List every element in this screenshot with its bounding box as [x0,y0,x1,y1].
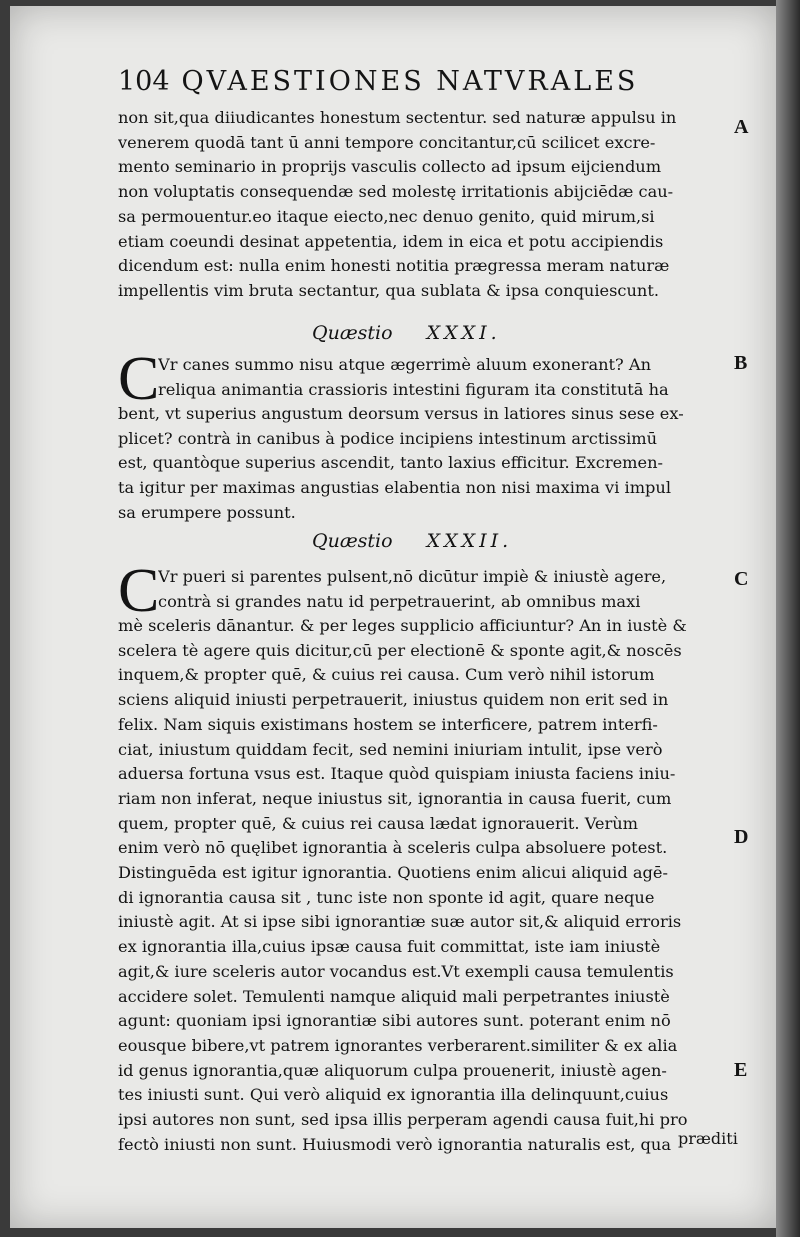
text-line: id genus ignorantia,quæ aliquorum culpa prouenerit, iniustè agen- [118,1060,667,1080]
text-line: agunt: quoniam ipsi ignorantiæ sibi autores sunt. poterant enim nō [118,1011,671,1031]
text-line: dicendum est: nulla enim honesti notitia prægressa meram naturæ [118,256,670,276]
text-line: enim verò nō quęlibet ignorantia à sceleris culpa absoluere potest. [118,838,668,858]
running-title: QVAESTIONES NATVRALES [181,66,639,97]
page-edge-shadow [776,0,800,1237]
text-line: accidere solet. Temulenti namque aliquid mali perpetrantes iniustè [118,986,670,1006]
text-line: bent, vt superius angustum deorsum versus in latiores sinus sese ex- [118,404,684,423]
text-line: reliqua animantia crassioris intestini figuram ita constitutā ha [158,379,669,399]
margin-letter: A [734,116,749,138]
margin-letter: C [734,568,749,590]
text-line: agit,& iure sceleris autor vocandus est.Vt exempli causa temulentis [118,961,674,981]
page-number: 104 [118,66,170,97]
text-line: sciens aliquid iniusti perpetrauerit, iniustus quidem non erit sed in [118,690,669,710]
book-page [10,6,776,1228]
text-line: aduersa fortuna vsus est. Itaque quòd quispiam iniusta faciens iniu- [118,764,676,784]
question-32-heading [312,530,512,552]
text-line: sa permouentur.eo itaque eiecto,nec denuo genito, quid mirum,si [118,206,655,226]
paragraph-continuation [118,106,738,304]
text-line: mento seminario in proprijs vasculis collecto ad ipsum eijciendum [118,157,662,177]
text-line: non voluptatis consequendæ sed molestę irritationis abijciēdæ cau- [118,182,674,202]
dropcap: C [118,345,160,413]
text-line: ex ignorantia illa,cuius ipsæ causa fuit committat, iste iam iniustè [118,937,661,957]
text-line: ipsi autores non sunt, sed ipsa illis perperam agendi causa fuit,hi pro [118,1110,688,1130]
question-31-first-lines [158,353,738,402]
running-head [118,66,738,97]
text-line: venerem quodā tant ū anni tempore concitantur,cū scilicet excre- [118,132,656,152]
text-line: eousque bibere,vt patrem ignorantes verberarent.similiter & ex alia [118,1035,678,1055]
text-line: riam non inferat, neque iniustus sit, ignorantia in causa fuerit, cum [118,788,672,808]
text-line: tes iniusti sunt. Qui verò aliquid ex ignorantia illa delinquunt,cuius [118,1085,669,1105]
question-32-text [118,614,738,1157]
text-line: iniustè agit. At si ipse sibi ignorantiæ suæ autor sit,& aliquid erroris [118,912,682,932]
text-line: inquem,& propter quē, & cuius rei causa. Cum verò nihil istorum [118,665,655,685]
text-line: ta igitur per maximas angustias elabentia non nisi maxima vi impul [118,478,672,498]
text-line: scelera tè agere quis dicitur,cū per electionē & sponte agit,& noscēs [118,640,682,660]
text-line: fectò iniusti non sunt. Huiusmodi verò ignorantia naturalis est, qua [118,1134,671,1154]
question-32-first-lines [158,565,738,614]
text-line: felix. Nam siquis existimans hostem se interficere, patrem interfi- [118,714,658,734]
margin-letter: E [734,1059,748,1081]
text-line: quem, propter quē, & cuius rei causa lædat ignorauerit. Verùm [118,813,638,833]
text-line: di ignorantia causa sit , tunc iste non sponte id agit, quare neque [118,887,655,907]
question-31-heading [312,322,501,344]
text-line: ciat, iniustum quiddam fecit, sed nemini iniuriam intulit, ipse verò [118,739,663,759]
question-31-text [118,402,738,526]
dropcap: C [118,557,160,625]
text-line: non sit,qua diiudicantes honestum sectentur. sed naturæ appulsu in [118,108,677,127]
text-line: plicet? contrà in canibus à podice incipiens intestinum arctissimū [118,428,658,448]
question-label: Quæstio [312,322,393,344]
question-number: XXXII. [426,530,513,552]
text-line: Vr pueri si parentes pulsent,nō dicūtur impiè & iniustè agere, [158,567,667,586]
text-line: Distinguēda est igitur ignorantia. Quotiens enim alicui aliquid agē- [118,863,668,883]
text-line: contrà si grandes natu id perpetrauerint, ab omnibus maxi [158,591,641,611]
text-line: impellentis vim bruta sectantur, qua sublata & ipsa conquiescunt. [118,280,659,300]
catchword: præditi [678,1129,738,1148]
text-line: est, quantòque superius ascendit, tanto laxius efficitur. Excremen- [118,453,663,473]
text-line: sa erumpere possunt. [118,502,296,522]
text-line: mè sceleris dānantur. & per leges supplicio afficiuntur? An in iustè & [118,616,687,635]
margin-letter: D [734,826,749,848]
text-line: Vr canes summo nisu atque ægerrimè aluum exonerant? An [158,355,651,374]
text-line: etiam coeundi desinat appetentia, idem in eica et potu accipiendis [118,231,664,251]
question-number: XXXI. [426,322,501,344]
question-label: Quæstio [312,530,393,552]
margin-letter: B [734,352,748,374]
